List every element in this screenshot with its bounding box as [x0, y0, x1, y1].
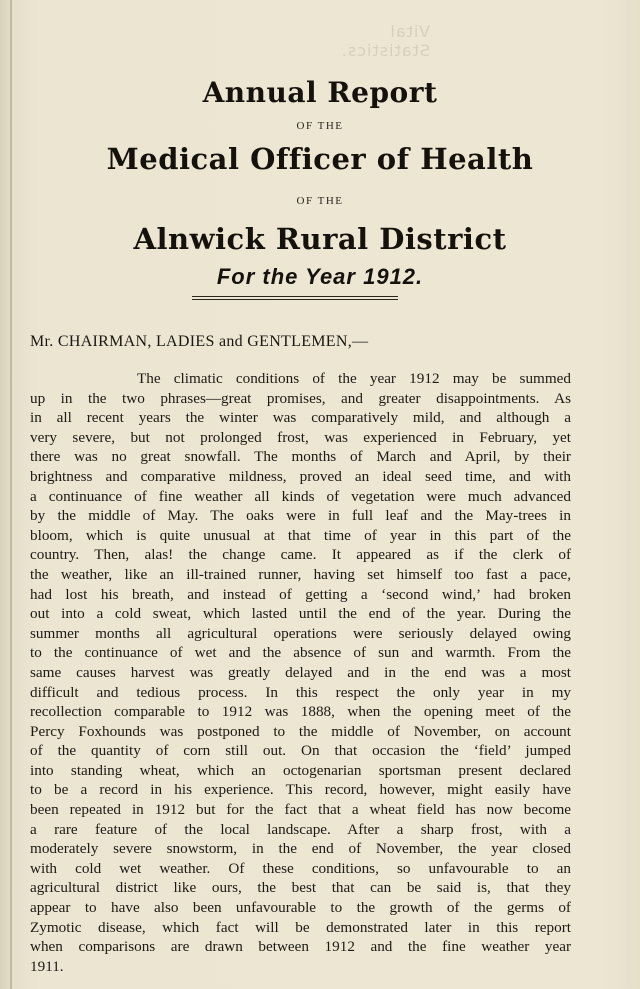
body-line: difficult and tedious process. In this respect the only year in my: [30, 683, 571, 701]
body-line: bloom, which is quite unusual at that time of year in this part of the: [30, 526, 571, 544]
body-line: very severe, but not prolonged frost, was experienced in February, yet: [30, 428, 571, 446]
officer-title: Medical Officer of Health: [106, 142, 534, 176]
year-heading: For the Year 1912.: [216, 264, 424, 289]
body-line: there was no great snowfall. The months of March and April, by their: [30, 448, 571, 466]
body-line: appear to have also been unfavourable to the growth of the germs of: [30, 899, 571, 917]
body-line: brightness and comparative mildness, proved an ideal seed time, and with: [30, 467, 571, 485]
body-line: country. Then, alas! the change came. It appeared as if the clerk of: [30, 546, 571, 564]
body-line: recollection comparable to 1912 was 1888, when the opening meet of the: [30, 703, 571, 721]
body-line: been repeated in 1912 but for the fact that a wheat field has now become: [30, 801, 571, 819]
body-line: a continuance of fine weather all kinds of vegetation were much advanced: [30, 487, 571, 505]
body-line: The climatic conditions of the year 1912 may be summed: [137, 370, 571, 387]
body-line: of the quantity of corn still out. On that occasion the ‘field’ jumped: [30, 742, 571, 760]
title-rule-lower: [192, 299, 398, 300]
body-line: 1911.: [30, 957, 64, 975]
body-line: out into a cold sweat, which lasted until the end of the year. During the: [30, 605, 571, 623]
body-line: by the middle of May. The oaks were in full leaf and the May-trees in: [30, 507, 571, 525]
report-body: [30, 369, 571, 976]
body-line: Zymotic disease, which fact will be demonstrated later in this report: [30, 918, 571, 936]
body-line: same causes harvest was greatly delayed and in the end was a most: [30, 663, 571, 681]
body-line: agricultural district like ours, the best that can be said is, that they: [30, 879, 571, 897]
body-line: had lost his breath, and instead of getting a ‘second wind,’ had broken: [30, 585, 571, 603]
body-line: into standing wheat, which an octogenarian sportsman present declared: [30, 761, 571, 779]
body-line: when comparisons are drawn between 1912 and the fine weather year: [30, 938, 571, 956]
bleed-through-text: Vital Statistics.: [340, 22, 430, 60]
body-line: moderately severe snowstorm, in the end of November, the year closed: [30, 840, 571, 858]
body-line: to the continuance of wet and the absence of sun and warmth. From the: [30, 644, 571, 662]
title-rule-upper: [192, 296, 398, 297]
of-the-label-2: OF THE: [296, 195, 344, 207]
body-line: to be a record in his experience. This record, however, might easily have: [30, 781, 571, 799]
body-line: in all recent years the winter was comparatively mild, and although a: [30, 409, 571, 427]
salutation: Mr. CHAIRMAN, LADIES and GENTLEMEN,—: [30, 333, 369, 350]
body-line: with cold wet weather. Of these conditions, so unfavourable to an: [30, 859, 571, 877]
report-title: Annual Report: [202, 76, 438, 109]
body-line: up in the two phrases—great promises, and greater disappointments. As: [30, 389, 571, 407]
of-the-label-1: OF THE: [296, 120, 344, 132]
district-title: Alnwick Rural District: [133, 222, 507, 256]
body-line: summer months all agricultural operations were seriously delayed owing: [30, 624, 571, 642]
body-line: the weather, like an ill-trained runner, having set himself too fast a pace,: [30, 565, 571, 583]
body-line: a rare feature of the local landscape. After a sharp frost, with a: [30, 820, 571, 838]
body-line: Percy Foxhounds was postponed to the middle of November, on account: [30, 722, 571, 740]
